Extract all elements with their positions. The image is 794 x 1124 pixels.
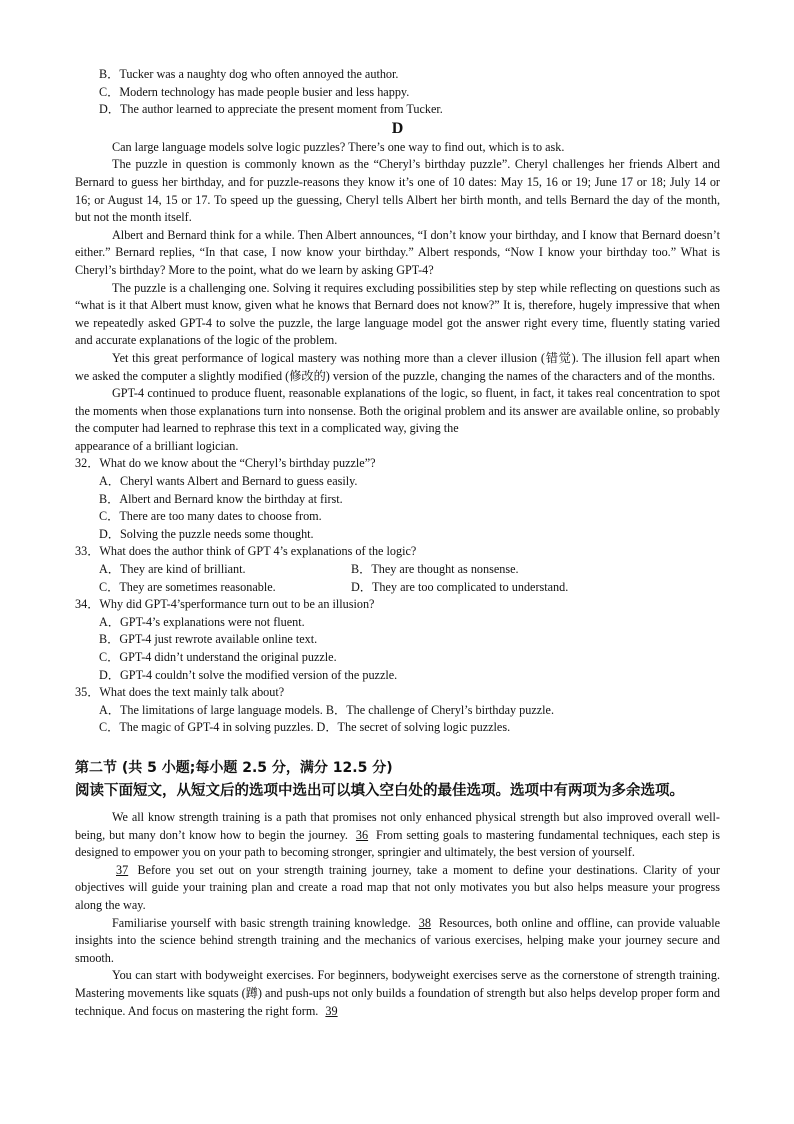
passage-paragraph: Albert and Bernard think for a while. Then Albert announces, “I don’t know your birthday, and I know that Bernard doesn’t either.” Bernard replies, “In that case, I now know your birthday.” Albert responds, “Now I know your birthday too.” What is Cheryl’s birthday? More to the point, what do we learn by asking GPT-4? xyxy=(75,227,720,277)
passage-paragraph: The puzzle is a challenging one. Solving it requires excluding possibilities step by step while reflecting on questions such as “what is it that Albert must know, given what he knows that Bernard does not know?” It is, therefore, hugely impressive that when we repeatedly asked GPT-4 to solve the puzzle, the large language model got the answer right every time, fluently stating varied and accurate explanations of the logic of the problem. xyxy=(75,280,720,348)
option-c: C．There are too many dates to choose from. xyxy=(99,509,322,524)
option-c: C．Modern technology has made people busier and less happy. xyxy=(99,84,410,99)
exam-page xyxy=(75,66,720,1020)
option-b: B．Albert and Bernard know the birthday at first. xyxy=(99,491,343,506)
question-34 xyxy=(75,596,720,684)
passage-paragraph: GPT-4 continued to produce fluent, reasonable explanations of the logic, so fluent, in fact, it takes real concentration to spot the moments when those explanations turn into nonsense. Both the original problem and its answer are available online, so probably the computer had learned to rephrase this text in a complicated way, giving the xyxy=(75,386,720,436)
option-b: B．They are thought as nonsense. xyxy=(351,562,519,577)
option-a: A．Cheryl wants Albert and Bernard to guess easily. xyxy=(99,474,358,489)
cloze-text: We all know strength training is a path that promises not only enhanced physical strength but also improved overall well-being, but many don’t know how to begin the journey. xyxy=(75,809,720,842)
previous-question-options xyxy=(75,66,720,119)
blank-37: 37 xyxy=(116,862,129,877)
question-32 xyxy=(75,455,720,543)
question-stem: 35．What does the text mainly talk about? xyxy=(75,685,285,700)
option-c: C．They are sometimes reasonable. xyxy=(99,579,276,594)
cloze-text: From setting goals to mastering fundamental techniques, each step is designed to empower you on your path to becoming stronger, springier and ultimately, the best version of yourself. xyxy=(75,827,721,860)
passage-paragraph: Can large language models solve logic puzzles? There’s one way to find out, which is to ask. xyxy=(112,139,565,154)
cloze-paragraph xyxy=(75,862,720,915)
section-2-instruction: 阅读下面短文，从短文后的选项中选出可以填入空白处的最佳选项。选项中有两项为多余选项。 xyxy=(75,782,684,799)
cloze-text: Before you set out on your strength training journey, take a moment to define your destinations. Clarity of your objectives will guide your training plan and create a road map that not only motivates you but also helps measure your progress along the way. xyxy=(75,862,720,912)
cloze-passage xyxy=(75,809,720,1020)
option-row-ab: A．The limitations of large language models. B．The challenge of Cheryl’s birthday puzzle. xyxy=(99,702,554,717)
option-c: C．GPT-4 didn’t understand the original puzzle. xyxy=(99,650,337,664)
option-d: D．GPT-4 couldn’t solve the modified version of the puzzle. xyxy=(99,667,398,682)
cloze-paragraph xyxy=(75,915,720,968)
passage-d-heading: D xyxy=(391,119,404,137)
question-33 xyxy=(75,543,720,596)
section-2-title: 第二节 (共 5 小题;每小题 2.5 分，满分 12.5 分) xyxy=(75,759,393,776)
option-a: A．They are kind of brilliant. xyxy=(99,562,246,577)
passage-paragraph-tail: appearance of a brilliant logician. xyxy=(75,438,239,453)
cloze-paragraph xyxy=(75,809,720,862)
cloze-text: Familiarise yourself with basic strength training knowledge. xyxy=(112,915,411,930)
question-35 xyxy=(75,684,720,737)
option-row xyxy=(75,561,720,579)
option-d: D．They are too complicated to understand. xyxy=(351,579,569,594)
option-d: D．Solving the puzzle needs some thought. xyxy=(99,526,314,541)
question-stem: 32．What do we know about the “Cheryl’s birthday puzzle”? xyxy=(75,456,376,471)
option-row xyxy=(75,579,720,597)
blank-38: 38 xyxy=(418,915,431,930)
cloze-text: Resources, both online and offline, can provide valuable insights into the science behind strength training and the mechanics of various exercises, helping make your journey secure and smooth. xyxy=(75,915,721,965)
option-b: B．Tucker was a naughty dog who often annoyed the author. xyxy=(99,67,399,81)
blank-36: 36 xyxy=(355,827,369,842)
option-row-cd: C．The magic of GPT-4 in solving puzzles. D．The secret of solving logic puzzles. xyxy=(99,720,511,735)
blank-39: 39 xyxy=(325,1003,338,1018)
question-stem: 34．Why did GPT-4’sperformance turn out to be an illusion? xyxy=(75,597,375,612)
passage-paragraph: Yet this great performance of logical mastery was nothing more than a clever illusion (错觉). The illusion fell apart when we asked the computer a slightly modified (修改的) version of the puzzle, changing the names of the characters and of the months. xyxy=(75,350,720,383)
option-a: A．GPT-4’s explanations were not fluent. xyxy=(99,614,305,629)
option-d: D．The author learned to appreciate the present moment from Tucker. xyxy=(99,102,443,117)
cloze-paragraph xyxy=(75,967,720,1020)
option-b: B．GPT-4 just rewrote available online text. xyxy=(99,632,318,647)
cloze-text: You can start with bodyweight exercises. For beginners, bodyweight exercises serve as the cornerstone of strength training. Mastering movements like squats (蹲) and push-ups not only builds a foundation of strength but also helps develop proper form and technique. And focus on mastering the right form. xyxy=(75,968,720,1018)
passage-d xyxy=(75,139,720,456)
question-stem: 33．What does the author think of GPT 4’s explanations of the logic? xyxy=(75,544,417,559)
passage-paragraph: The puzzle in question is commonly known as the “Cheryl’s birthday puzzle”. Cheryl challenges her friends Albert and Bernard to guess her birthday, and for puzzle-reasons they know it’s one of 10 dates: May 15, 16 or 19; June 17 or 18; July 14 or 16; or August 14, 15 or 17. To speed up the guessing, Cheryl tells Albert her birth month, and tells Bernard the day of the month, but not the month itself. xyxy=(75,157,720,225)
